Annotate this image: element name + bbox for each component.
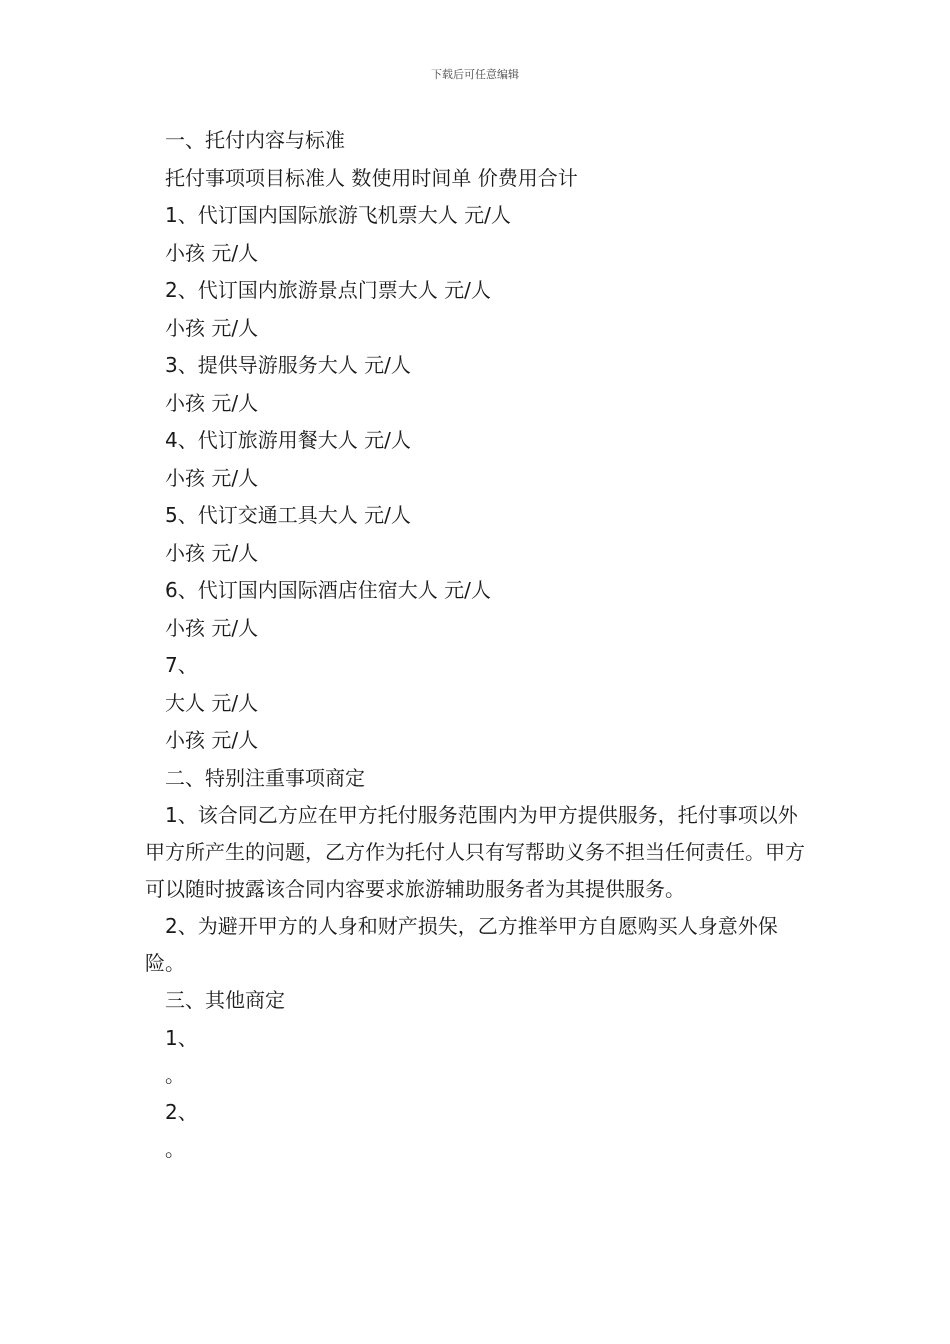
item-line: 小孩 元/人 [165, 240, 259, 265]
item-line: 小孩 元/人 [165, 465, 259, 490]
item-line: 5、代订交通工具大人 元/人 [165, 503, 411, 527]
other-item-end: 。 [165, 1062, 185, 1087]
item-line: 小孩 元/人 [165, 615, 259, 640]
item-line: 大人 元/人 [165, 690, 259, 715]
item-line: 小孩 元/人 [165, 540, 259, 565]
item-line: 小孩 元/人 [165, 315, 259, 340]
other-item-end: 。 [165, 1136, 185, 1161]
section-heading-3: 三、其他商定 [165, 988, 285, 1012]
other-item-number: 1、 [165, 1025, 198, 1050]
item-line: 小孩 元/人 [165, 390, 259, 415]
document-body [145, 122, 810, 1168]
section-heading-1: 一、托付内容与标准 [165, 128, 345, 152]
item-line: 3、提供导游服务大人 元/人 [165, 353, 411, 377]
item-line: 7、 [165, 653, 198, 677]
item-line: 1、代订国内国际旅游飞机票大人 元/人 [165, 203, 511, 227]
other-item-number: 2、 [165, 1099, 198, 1124]
item-line: 6、代订国内国际酒店住宿大人 元/人 [165, 578, 491, 602]
page-header: 下载后可任意编辑 [431, 68, 519, 81]
clause-paragraph: 1、该合同乙方应在甲方托付服务范围内为甲方提供服务，托付事项以外甲方所产生的问题，乙方作为托付人只有写帮助义务不担当任何责任。甲方可以随时披露该合同内容要求旅游辅助服务者为其提供服务。 [145, 803, 805, 901]
item-line: 4、代订旅游用餐大人 元/人 [165, 428, 411, 452]
item-line: 2、代订国内旅游景点门票大人 元/人 [165, 278, 491, 302]
item-line: 小孩 元/人 [165, 728, 259, 752]
clause-paragraph: 2、为避开甲方的人身和财产损失，乙方推举甲方自愿购买人身意外保险。 [145, 914, 778, 975]
table-header-line: 托付事项项目标准人 数使用时间单 价费用合计 [165, 165, 578, 190]
section-heading-2: 二、特别注重事项商定 [165, 765, 365, 790]
